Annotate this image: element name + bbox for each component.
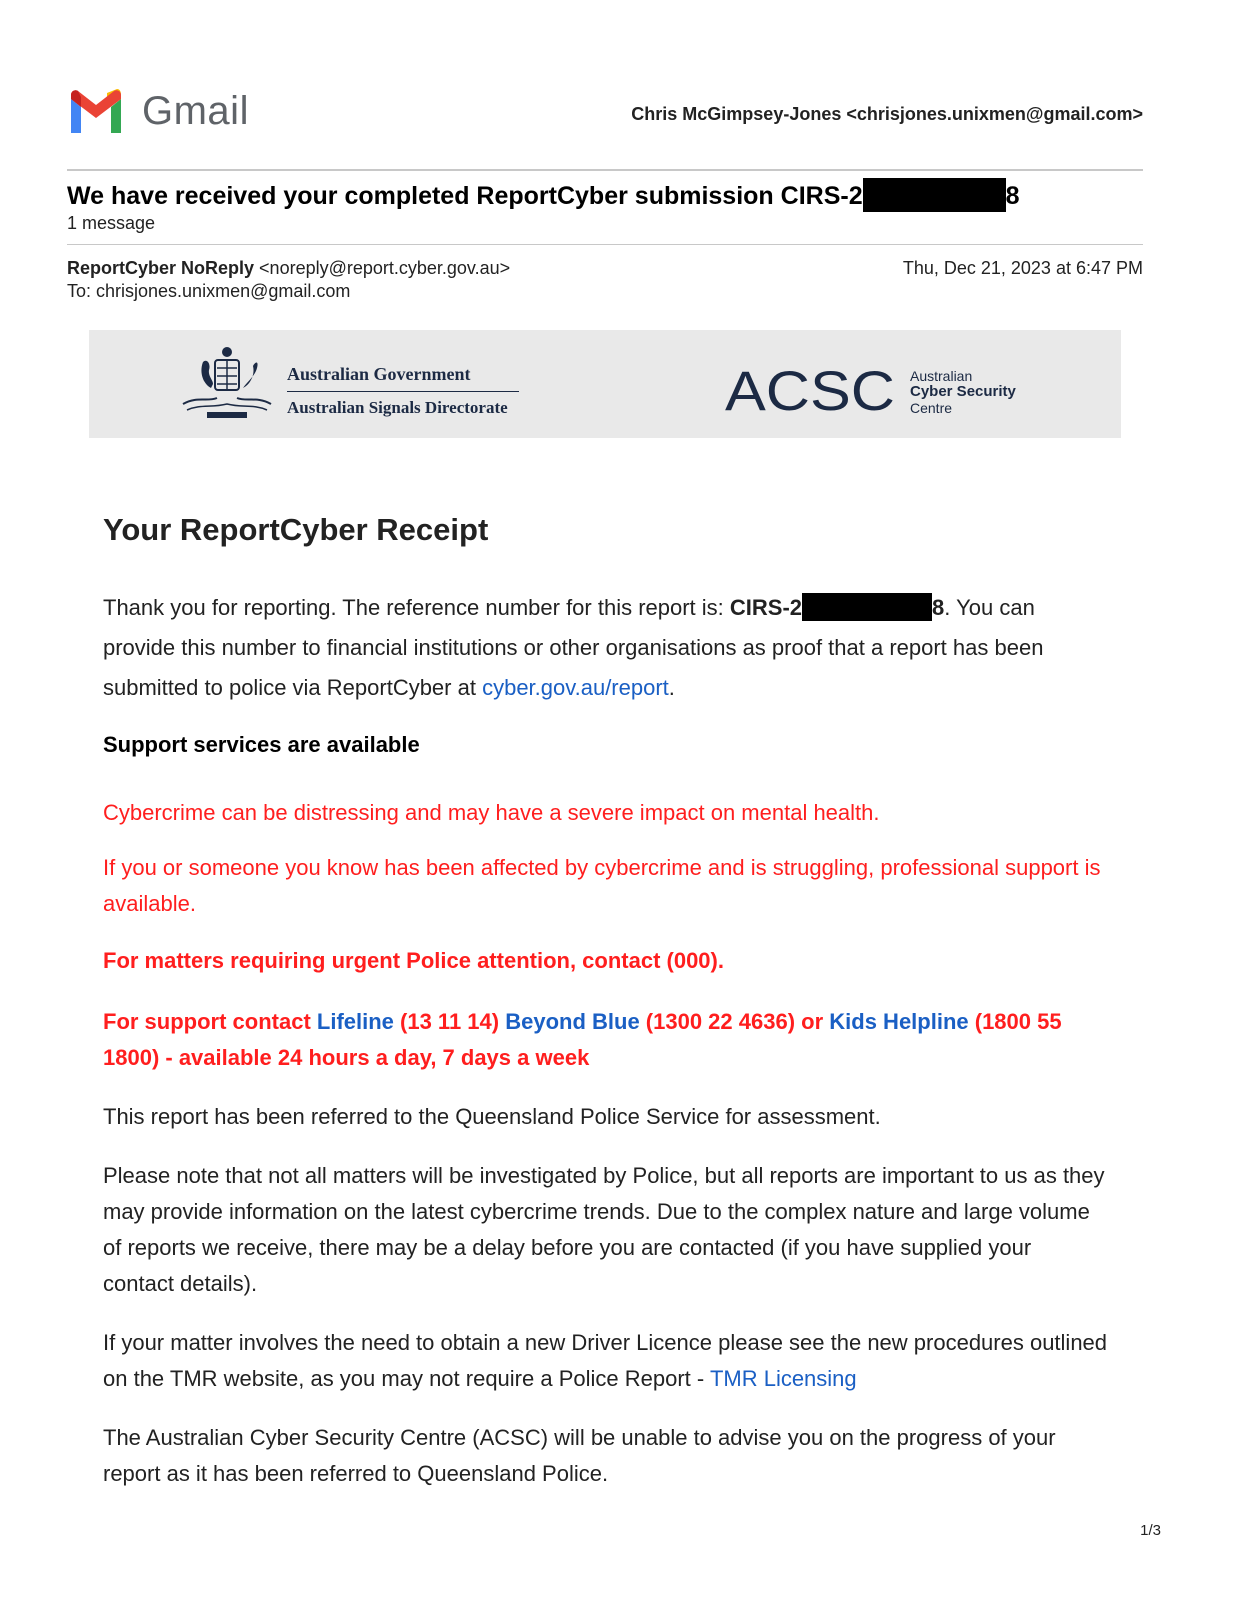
message-count: 1 message — [67, 213, 156, 233]
report-link[interactable]: cyber.gov.au/report — [482, 675, 669, 700]
acsc-logo — [725, 366, 897, 414]
page-number: 1/3 — [1140, 1522, 1161, 1539]
support-contacts — [103, 1004, 1113, 1076]
subject-prefix: We have received your completed ReportCyber submission CIRS-2 — [67, 182, 863, 210]
driver-licence-text: If your matter involves the need to obtain a new Driver Licence please see the new procedures outlined on the TMR website, as you may not require a Police Report - — [103, 1330, 1108, 1391]
redaction-bar — [802, 593, 932, 621]
sender-line — [67, 258, 510, 279]
reference-prefix: CIRS-2 — [729, 595, 803, 620]
header-divider — [67, 169, 1143, 171]
acsc-line1: Australian — [910, 368, 973, 384]
acsc-logo-text: ACSC — [725, 366, 895, 414]
gmail-m-icon — [67, 89, 125, 133]
gov-line2: Australian Signals Directorate — [287, 398, 508, 417]
email-banner — [89, 330, 1121, 438]
gmail-logo[interactable] — [67, 88, 249, 134]
tmr-licensing-link[interactable]: TMR Licensing — [709, 1366, 857, 1391]
support-available-note: If you or someone you know has been affected by cybercrime and is struggling, professional support is available. — [103, 855, 1101, 916]
reference-paragraph — [103, 588, 1113, 708]
support-heading: Support services are available — [103, 732, 420, 757]
coat-of-arms-icon — [177, 344, 277, 424]
australian-government-logo — [287, 364, 519, 418]
gov-line1: Australian Government — [287, 364, 519, 392]
email-subject — [67, 181, 1020, 212]
lifeline-link[interactable]: Lifeline — [316, 1009, 394, 1034]
mental-health-note: Cybercrime can be distressing and may have a severe impact on mental health. — [103, 800, 880, 825]
acsc-line2: Cyber Security — [910, 383, 1016, 400]
p1-end: . — [668, 675, 675, 700]
sender-name: ReportCyber NoReply — [67, 258, 255, 278]
account-identity: Chris McGimpsey-Jones <chrisjones.unixmen@gmail.com> — [631, 104, 1143, 124]
acsc-paragraph: The Australian Cyber Security Centre (ACSC) will be unable to advise you on the progress of your report as it has been referred to Queensland Police. — [103, 1425, 1056, 1486]
p1-after: . You can provide this number to financial institutions or other organisations as proof that a report has been submitted to police via ReportCyber at — [103, 595, 1044, 700]
reference-suffix: 8 — [932, 595, 945, 620]
receipt-title: Your ReportCyber Receipt — [103, 512, 489, 547]
subject-suffix: 8 — [1005, 182, 1020, 210]
reference-number — [730, 595, 944, 620]
p1-before: Thank you for reporting. The reference number for this report is: — [103, 595, 730, 620]
support-contacts-start: For support contact — [103, 1009, 317, 1034]
sender-email: <noreply@report.cyber.gov.au> — [259, 258, 511, 278]
beyond-blue-link[interactable]: Beyond Blue — [505, 1009, 640, 1034]
urgent-police-note: For matters requiring urgent Police attention, contact (000). — [103, 948, 724, 973]
acsc-logo-text-block — [910, 368, 1016, 416]
beyond-blue-number: (1300 22 4636) or — [639, 1009, 830, 1034]
recipient-line: To: chrisjones.unixmen@gmail.com — [67, 281, 351, 301]
investigation-paragraph: Please note that not all matters will be investigated by Police, but all reports are important to us as they may provide information on the latest cybercrime trends. Due to the complex nature and large volume of reports we receive, there may be a delay before you are contacted (if you have supplied your contact details). — [103, 1163, 1105, 1296]
acsc-line3: Centre — [910, 400, 953, 416]
gmail-wordmark: Gmail — [142, 89, 249, 133]
subject-divider — [67, 244, 1143, 245]
redaction-bar — [863, 178, 1006, 212]
driver-licence-paragraph — [103, 1325, 1108, 1397]
email-body — [103, 510, 1113, 1486]
support-contacts-end: (1800 55 1800) - available 24 hours a day, 7 days a week — [103, 1009, 1062, 1070]
kids-helpline-link[interactable]: Kids Helpline — [829, 1009, 969, 1034]
message-date: Thu, Dec 21, 2023 at 6:47 PM — [902, 258, 1143, 278]
referral-paragraph: This report has been referred to the Queensland Police Service for assessment. — [103, 1104, 881, 1129]
lifeline-number: (13 11 14) — [393, 1009, 506, 1034]
